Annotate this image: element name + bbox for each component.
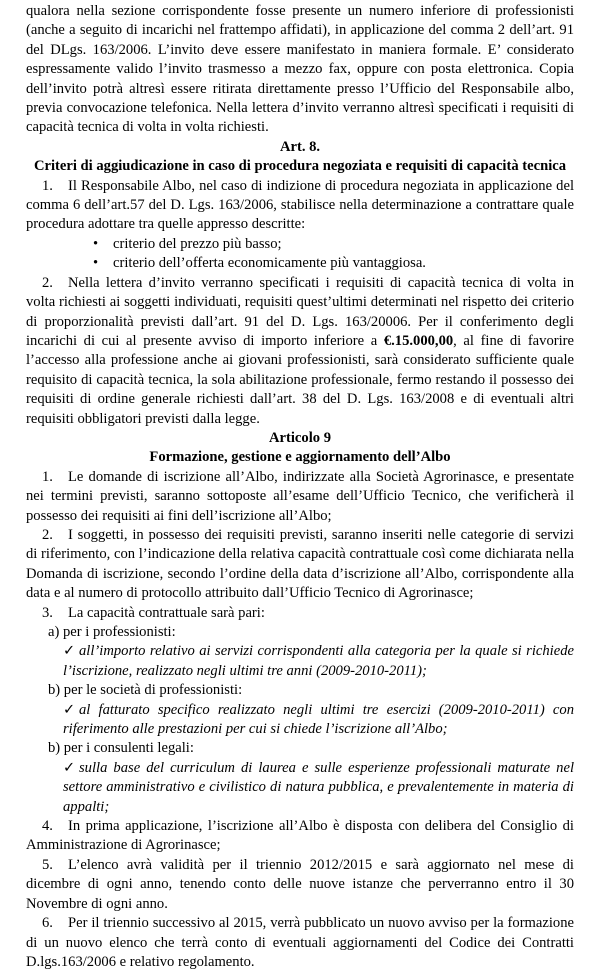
- paragraph-text: In prima applicazione, l’iscrizione all’Albo è disposta con delibera del Consiglio di Amministrazione di Agrorinasce;: [26, 818, 574, 854]
- paragraph-number: 1.: [42, 468, 53, 485]
- bullet-icon: •: [93, 235, 99, 252]
- paragraph-text: Le domande di iscrizione all’Albo, indirizzate alla Società Agrorinasce, e presentate nei termini previsti, saranno sottoposte all’esame dell’Ufficio Tecnico, che verificherà il possesso dei requisiti ai fini dell’iscrizione all’Albo;: [26, 468, 574, 524]
- checkmark-icon: ✓: [63, 701, 76, 718]
- paragraph-number: 6.: [42, 915, 53, 932]
- subitem-c-label: b) per i consulenti legali:: [48, 740, 194, 757]
- paragraph-number: 2.: [42, 526, 53, 543]
- paragraph-number: 3.: [42, 604, 53, 621]
- amount-threshold: €.15.000,00: [383, 332, 454, 349]
- paragraph-text: , al fine di favorire l’accesso alla professione anche ai giovani professionisti, sarà considerato sufficiente quale requisito di capacità tecnica, la sola abilitazione professionale, fermo restando il possesso dei requisiti di ordine generale richiesti dall’art. 38 del D. Lgs. 163/2008 e di eventuali altri requisiti obbligatori previsti dalla legge.: [26, 332, 575, 427]
- art9-paragraph-4: [26, 817, 574, 856]
- checkmark-icon: ✓: [63, 643, 76, 660]
- art8-paragraph-2: [26, 274, 574, 429]
- paragraph-text: L’elenco avrà validità per il triennio 2012/2015 e sarà aggiornato nel mese di dicembre di ogni anno, tenendo conto delle nuove istanze che perverranno entro il 30 Novembre di ogni anno.: [26, 856, 574, 912]
- checkmark-icon: ✓: [63, 759, 76, 776]
- award-criteria-list: [26, 235, 574, 274]
- list-item-text: criterio dell’offerta economicamente più vantaggiosa.: [113, 255, 426, 272]
- paragraph-number: 4.: [42, 818, 53, 835]
- subitem-text: all’importo relativo ai servizi corrispondenti alla categoria per la quale si richiede l’iscrizione, realizzato negli ultimi tre anni (2009-2010-2011);: [63, 643, 574, 679]
- subitem-a-label: a) per i professionisti:: [48, 624, 176, 640]
- paragraph-number: 5.: [42, 856, 53, 873]
- paragraph-text: Il Responsabile Albo, nel caso di indizione di procedura negoziata in applicazione del comma 6 dell’art.57 del D. Lgs. 163/2006, stabilisce nella determinazione a contrattare quale procedura adottare tra quelle appresso descritte:: [26, 177, 574, 233]
- paragraph-number: 1.: [42, 177, 53, 194]
- art9-paragraph-5: [26, 856, 574, 914]
- subitem-text: sulla base del curriculum di laurea e sulle esperienze professionali maturate nel settore amministrativo e civilistico di natura pubblica, e prevalentemente in materia di appalti;: [63, 759, 574, 815]
- list-item: [26, 254, 574, 273]
- art9-paragraph-3: [26, 604, 574, 623]
- subitem-text: al fatturato specifico realizzato negli ultimi tre esercizi (2009-2010-2011) con riferimento alle prestazioni per cui si chiede l’iscrizione all’Albo;: [63, 701, 574, 738]
- art9-number: Articolo 9: [268, 429, 331, 446]
- art9-title: Formazione, gestione e aggiornamento dell’Albo: [149, 449, 451, 466]
- list-item: [26, 235, 574, 254]
- art9-paragraph-6: [26, 914, 574, 972]
- art8-paragraph-1: [26, 177, 574, 235]
- subitem-b-label: b) per le società di professionisti:: [48, 682, 243, 699]
- subitem-b-text: [26, 701, 574, 740]
- paragraph-number: 2.: [42, 274, 53, 291]
- subitem-a-text: [26, 642, 574, 681]
- art8-number: Art. 8.: [279, 138, 321, 155]
- subitem-c-text: [26, 759, 574, 817]
- art9-paragraph-1: [26, 468, 574, 526]
- bullet-icon: •: [93, 255, 99, 272]
- art8-title: Criteri di aggiudicazione in caso di procedura negoziata e requisiti di capacità tecnica: [33, 158, 567, 175]
- paragraph-text: Per il triennio successivo al 2015, verrà pubblicato un nuovo avviso per la formazione di un nuovo elenco che terrà conto di eventuali aggiornamenti del Codice dei Contratti D.lgs.163/2006 e relativo regolamento.: [26, 915, 574, 970]
- paragraph-text: La capacità contrattuale sarà pari:: [68, 604, 265, 621]
- list-item-text: criterio del prezzo più basso;: [113, 235, 282, 252]
- art9-paragraph-2: [26, 526, 574, 604]
- paragraph-text: Nella lettera d’invito verranno specificati i requisiti di capacità tecnica di volta in volta richiesti ai soggetti individuati, requisiti quest’ultimi determinati nel rispetto dei criterio di proporzionalità previsti dall’art. 91 del D. Lgs. 163/20006. Per il conferimento degli incarichi di cui al presente avviso di importo inferiore a: [26, 274, 574, 349]
- intro-paragraph: qualora nella sezione corrispondente fosse presente un numero inferiore di professionisti (anche a seguito di incarichi nel frattempo affidati), in applicazione del comma 2 dell’art. 91 del DLgs. 163/2006. L’invito deve essere manifestato in maniera formale. E’ considerato espressamente valido l’invito trasmesso a mezzo fax, oppure con posta elettronica. Copia dell’invito potrà altresì essere ritirata direttamente presso l’Ufficio del Responsabile albo, previa convocazione telefonica. Nella lettera d’invito verranno altresì specificati i requisiti di capacità tecnica di volta in volta richiesti.: [26, 3, 574, 136]
- paragraph-text: I soggetti, in possesso dei requisiti previsti, saranno inseriti nelle categorie di servizi di riferimento, con l’indicazione della relativa capacità contrattuale così come dichiarata nella Domanda di iscrizione, secondo l’ordine della data d’iscrizione all’Albo, corrispondente alla data e al numero di protocollo attribuito dall’Ufficio Tecnico di Agrorinasce;: [26, 526, 574, 602]
